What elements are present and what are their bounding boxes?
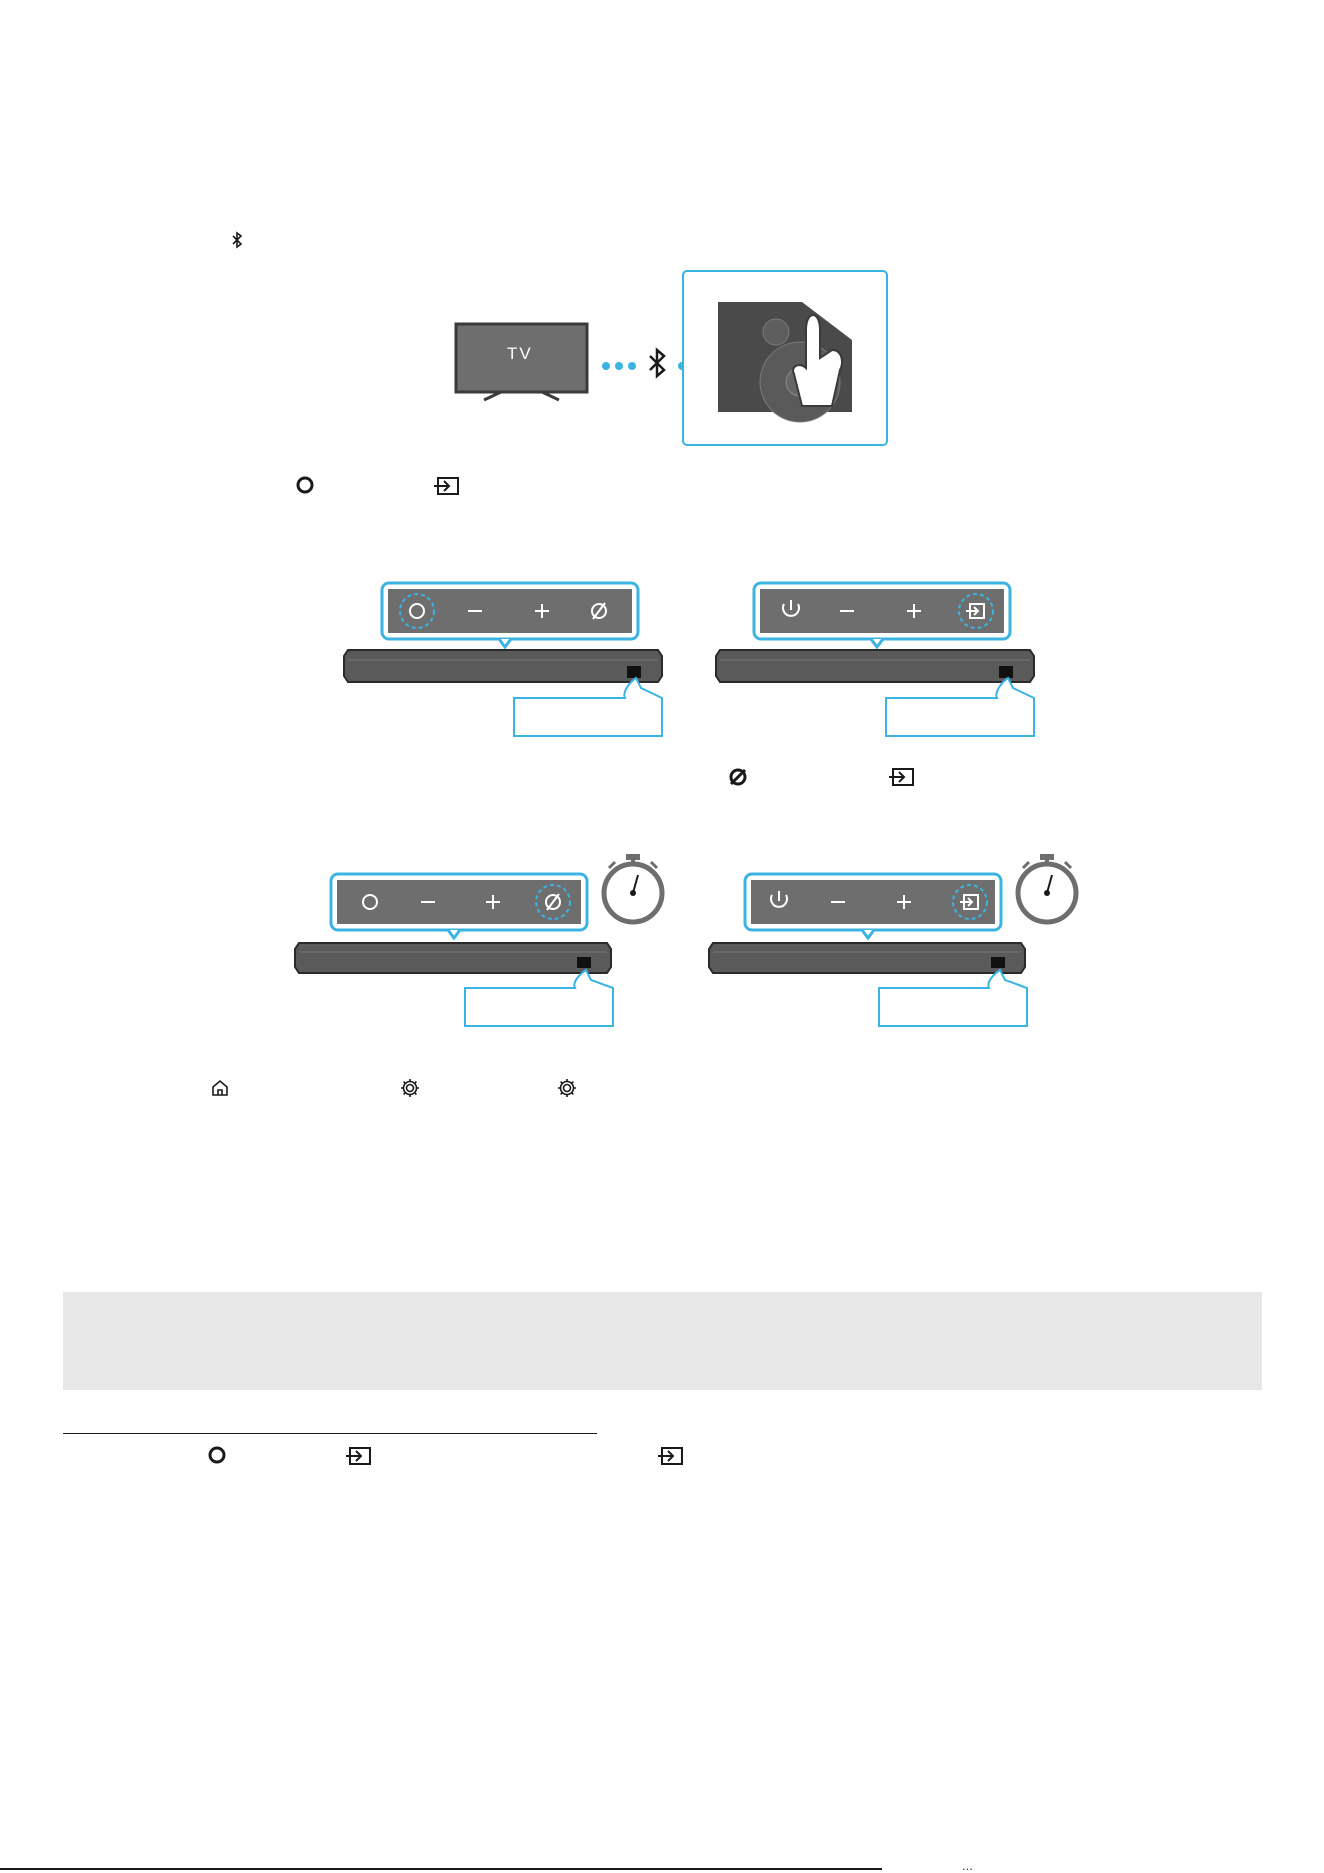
section-divider xyxy=(63,1433,597,1434)
source-icon xyxy=(433,477,459,495)
soundbar-power-illustration xyxy=(340,580,670,740)
footer-rule xyxy=(0,1868,882,1870)
source-icon xyxy=(345,1447,371,1465)
soundbar-mute-illustration xyxy=(293,850,693,1030)
bluetooth-icon xyxy=(230,231,244,249)
power-icon xyxy=(208,1446,226,1464)
home-icon xyxy=(210,1078,230,1098)
stopwatch-icon xyxy=(604,854,662,922)
mute-icon xyxy=(728,767,748,787)
tv-screen-label: TV xyxy=(507,344,533,363)
source-icon xyxy=(888,768,914,786)
gear-icon xyxy=(399,1077,421,1099)
gear-icon xyxy=(556,1077,578,1099)
tv-icon xyxy=(454,322,589,402)
note-box xyxy=(63,1292,1262,1390)
page-mark: ... xyxy=(962,1858,973,1873)
remote-closeup xyxy=(682,270,890,448)
soundbar-source-illustration xyxy=(712,580,1042,740)
tv-bluetooth-illustration xyxy=(450,270,890,450)
source-icon xyxy=(657,1447,683,1465)
soundbar-source-hold-illustration xyxy=(707,850,1107,1030)
power-icon xyxy=(296,476,314,494)
stopwatch-icon xyxy=(1018,854,1076,922)
